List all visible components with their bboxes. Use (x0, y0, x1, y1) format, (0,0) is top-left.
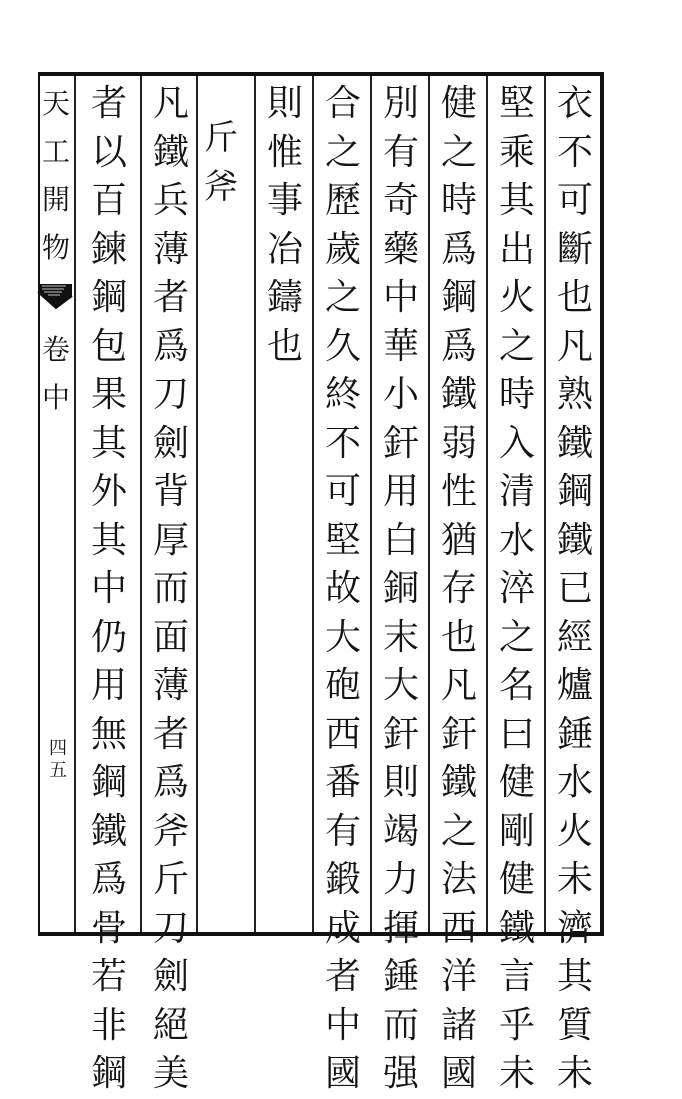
glyph: 西 (440, 907, 477, 949)
frame-top-border (38, 72, 604, 76)
glyph: 其 (90, 519, 127, 561)
glyph: 之 (440, 810, 477, 852)
text-column-1 (550, 80, 600, 1099)
glyph: 錘 (556, 713, 593, 755)
column-rule (140, 76, 142, 932)
glyph: 卷 (42, 333, 71, 366)
glyph: 果 (90, 374, 127, 415)
glyph: 揮 (382, 907, 419, 949)
glyph: 熟 (556, 374, 593, 415)
glyph: 鑄 (266, 277, 303, 318)
glyph: 鐵 (556, 422, 593, 464)
glyph: 斧 (204, 166, 238, 207)
glyph: 未 (556, 859, 593, 900)
glyph: 濟 (556, 907, 593, 949)
glyph: 末 (382, 616, 419, 658)
glyph: 開 (42, 183, 71, 216)
glyph: 斷 (556, 228, 593, 270)
glyph: 衣 (556, 83, 593, 124)
glyph: 力 (382, 859, 419, 900)
glyph: 性 (440, 471, 477, 512)
glyph: 鋼 (90, 277, 127, 318)
glyph: 火 (556, 810, 593, 852)
glyph: 經 (556, 616, 593, 658)
glyph: 不 (556, 131, 593, 173)
glyph: 凡 (440, 665, 477, 706)
glyph: 用 (90, 665, 127, 706)
glyph: 爲 (152, 325, 189, 367)
glyph: 斧 (152, 810, 189, 852)
glyph: 堅 (498, 83, 535, 124)
glyph: 銅 (382, 568, 419, 609)
glyph: 爐 (556, 665, 593, 706)
glyph: 而 (382, 1004, 419, 1046)
glyph: 小 (382, 374, 419, 415)
glyph: 諸 (440, 1004, 477, 1046)
glyph: 也 (266, 325, 303, 367)
glyph: 奇 (382, 180, 419, 221)
fish-tail-mark (36, 282, 74, 322)
glyph: 火 (498, 277, 535, 318)
glyph: 大 (324, 616, 361, 658)
glyph: 中 (382, 277, 419, 318)
glyph: 鐵 (90, 810, 127, 852)
glyph: 名 (498, 665, 535, 706)
glyph: 背 (152, 471, 189, 512)
text-column-9 (146, 80, 196, 1099)
glyph: 物 (42, 231, 71, 264)
glyph: 冶 (266, 228, 303, 270)
glyph: 爲 (440, 228, 477, 270)
column-rule (486, 76, 488, 932)
glyph: 釬 (382, 713, 419, 755)
glyph: 則 (382, 762, 419, 803)
glyph: 事 (266, 180, 303, 221)
glyph: 未 (556, 1053, 593, 1094)
glyph: 歷 (324, 180, 361, 221)
glyph: 健 (440, 83, 477, 124)
glyph: 健 (498, 762, 535, 803)
glyph: 鋼 (90, 762, 127, 803)
glyph: 用 (382, 471, 419, 512)
glyph: 斤 (152, 859, 189, 900)
margin-volume-label (42, 326, 70, 422)
glyph: 凡 (556, 325, 593, 367)
glyph: 鐵 (556, 519, 593, 561)
glyph: 包 (90, 325, 127, 367)
glyph: 釬 (440, 713, 477, 755)
glyph: 爲 (440, 325, 477, 367)
glyph: 美 (152, 1053, 189, 1094)
glyph: 其 (90, 422, 127, 464)
glyph: 薄 (152, 665, 189, 706)
text-column-6 (260, 80, 310, 371)
glyph: 爲 (90, 859, 127, 900)
glyph: 存 (440, 568, 477, 609)
glyph: 之 (498, 616, 535, 658)
column-rule (370, 76, 372, 932)
glyph: 者 (90, 83, 127, 124)
glyph: 也 (556, 277, 593, 318)
glyph: 中 (42, 381, 71, 414)
glyph: 百 (90, 180, 127, 221)
glyph: 故 (324, 568, 361, 609)
glyph: 刀 (152, 907, 189, 949)
glyph: 鋼 (440, 277, 477, 318)
glyph: 若 (90, 956, 127, 997)
glyph: 工 (42, 135, 71, 168)
glyph: 白 (382, 519, 419, 561)
glyph: 法 (440, 859, 477, 900)
glyph: 刀 (152, 374, 189, 415)
column-rule (428, 76, 430, 932)
glyph: 鍛 (324, 859, 361, 900)
glyph: 未 (498, 1053, 535, 1094)
glyph: 釬 (382, 422, 419, 464)
glyph: 面 (152, 616, 189, 658)
glyph: 鐵 (440, 762, 477, 803)
glyph: 淬 (498, 568, 535, 609)
glyph: 五 (49, 760, 67, 781)
glyph: 外 (90, 471, 127, 512)
column-rule (254, 76, 256, 932)
glyph: 剛 (498, 810, 535, 852)
glyph: 無 (90, 713, 127, 755)
glyph: 仍 (90, 616, 127, 658)
text-column-5 (318, 80, 368, 1099)
glyph: 劍 (152, 956, 189, 997)
glyph: 可 (324, 471, 361, 512)
text-column-4 (376, 80, 426, 1099)
glyph: 其 (498, 180, 535, 221)
glyph: 骨 (90, 907, 127, 949)
glyph: 中 (90, 568, 127, 609)
glyph: 天 (42, 87, 71, 120)
glyph: 猶 (440, 519, 477, 561)
glyph: 絕 (152, 1004, 189, 1046)
text-column-2 (492, 80, 542, 1099)
glyph: 堅 (324, 519, 361, 561)
glyph: 竭 (382, 810, 419, 852)
glyph: 砲 (324, 665, 361, 706)
glyph: 也 (440, 616, 477, 658)
column-rule (312, 76, 314, 932)
glyph: 水 (556, 762, 593, 803)
glyph: 者 (152, 277, 189, 318)
glyph: 成 (324, 907, 361, 949)
glyph: 國 (324, 1053, 361, 1094)
glyph: 凡 (152, 83, 189, 124)
glyph: 惟 (266, 131, 303, 173)
glyph: 曰 (498, 713, 535, 755)
glyph: 者 (152, 713, 189, 755)
glyph: 則 (266, 83, 303, 124)
glyph: 終 (324, 374, 361, 415)
glyph: 水 (498, 519, 535, 561)
glyph: 乘 (498, 131, 535, 173)
glyph: 者 (324, 956, 361, 997)
glyph: 鋼 (90, 1053, 127, 1094)
glyph: 鐵 (152, 131, 189, 173)
glyph: 久 (324, 325, 361, 367)
glyph: 可 (556, 180, 593, 221)
glyph: 不 (324, 422, 361, 464)
glyph: 之 (324, 277, 361, 318)
glyph: 西 (324, 713, 361, 755)
glyph: 番 (324, 762, 361, 803)
glyph: 鋼 (556, 471, 593, 512)
glyph: 有 (382, 131, 419, 173)
glyph: 薄 (152, 228, 189, 270)
glyph: 別 (382, 83, 419, 124)
glyph: 四 (49, 738, 67, 759)
glyph: 入 (498, 422, 535, 464)
glyph: 合 (324, 83, 361, 124)
frame-right-border (600, 72, 604, 936)
glyph: 洋 (440, 956, 477, 997)
page-number (46, 738, 70, 782)
glyph: 之 (498, 325, 535, 367)
glyph: 已 (556, 568, 593, 609)
text-column-10 (84, 80, 134, 1099)
glyph: 時 (498, 374, 535, 415)
glyph: 乎 (498, 1004, 535, 1046)
glyph: 時 (440, 180, 477, 221)
glyph: 斤 (204, 118, 238, 158)
glyph: 鍊 (90, 228, 127, 270)
glyph: 大 (382, 665, 419, 706)
glyph: 清 (498, 471, 535, 512)
glyph: 藥 (382, 228, 419, 270)
glyph: 鐵 (440, 374, 477, 415)
margin-book-title (42, 80, 70, 272)
glyph: 而 (152, 568, 189, 609)
glyph: 華 (382, 325, 419, 367)
glyph: 之 (440, 131, 477, 173)
glyph: 其 (556, 956, 593, 997)
glyph: 歲 (324, 228, 361, 270)
glyph: 兵 (152, 180, 189, 221)
glyph: 中 (324, 1004, 361, 1046)
section-heading-column (196, 114, 246, 211)
glyph: 有 (324, 810, 361, 852)
glyph: 弱 (440, 422, 477, 464)
glyph: 健 (498, 859, 535, 900)
column-rule (74, 76, 76, 932)
glyph: 厚 (152, 519, 189, 561)
glyph: 國 (440, 1053, 477, 1094)
glyph: 鐵 (498, 907, 535, 949)
glyph: 劍 (152, 422, 189, 464)
glyph: 質 (556, 1004, 593, 1046)
glyph: 之 (324, 131, 361, 173)
glyph: 强 (382, 1053, 419, 1094)
column-rule (544, 76, 546, 932)
text-column-3 (434, 80, 484, 1099)
glyph: 錘 (382, 956, 419, 997)
glyph: 以 (90, 131, 127, 173)
glyph: 出 (498, 228, 535, 270)
glyph: 爲 (152, 762, 189, 803)
glyph: 言 (498, 956, 535, 997)
glyph: 非 (90, 1004, 127, 1046)
